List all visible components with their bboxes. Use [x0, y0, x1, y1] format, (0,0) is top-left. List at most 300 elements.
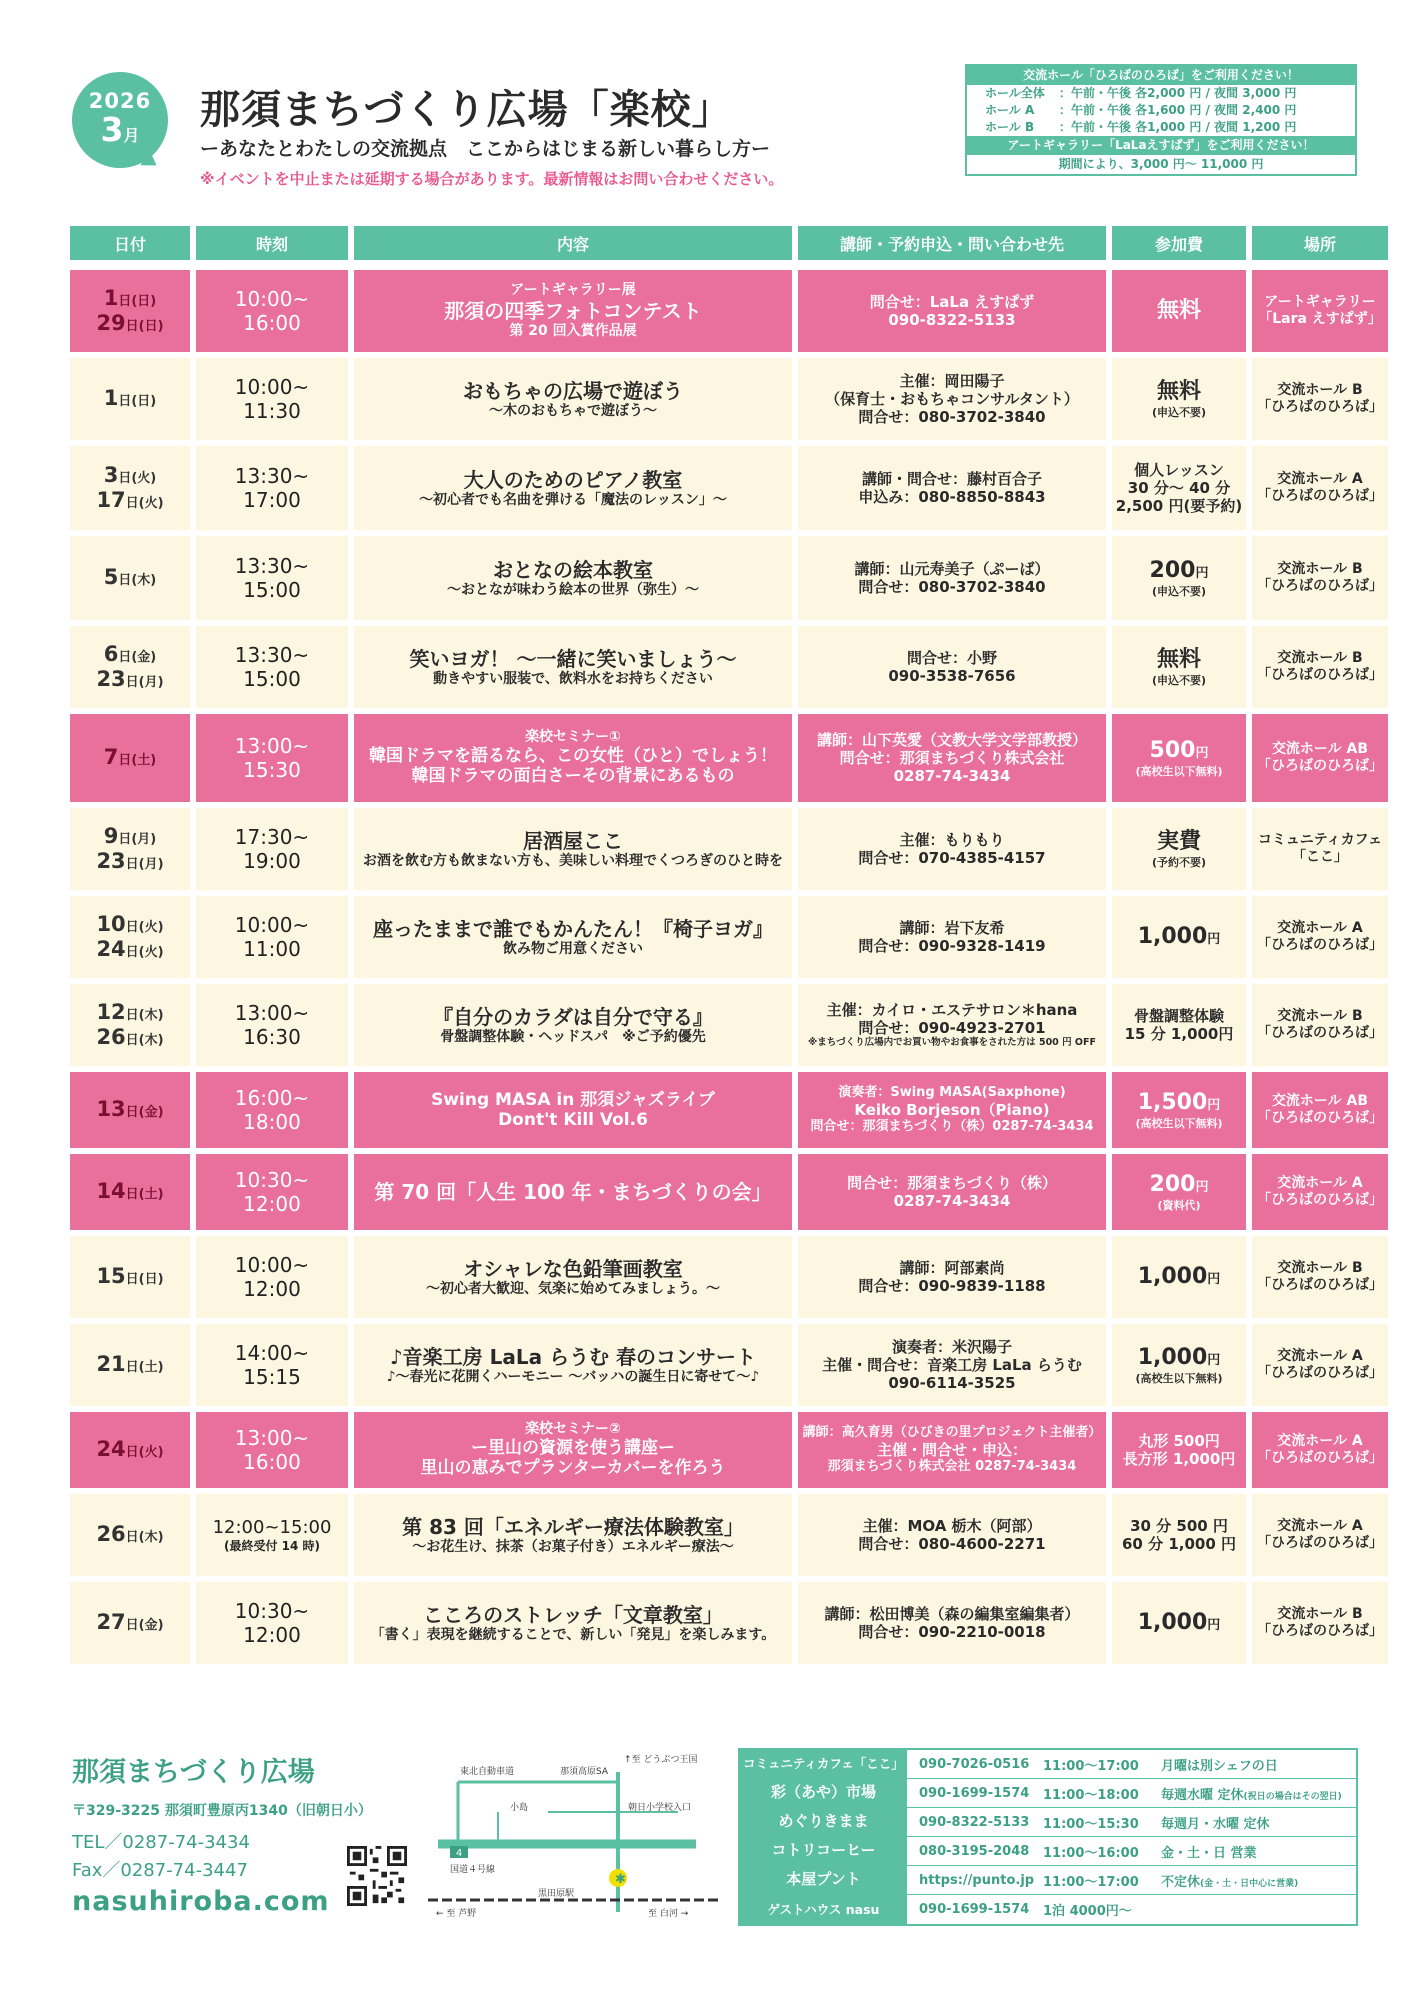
place-line: 交流ホール AB [1271, 741, 1369, 758]
event-date: 21日(土) [96, 1352, 164, 1377]
fee-amount: 200円 [1149, 558, 1209, 584]
website-link[interactable]: nasuhiroba.com [72, 1886, 330, 1917]
contact-line: 問合せ：那須まちづくり（株）0287-74-3434 [810, 1119, 1094, 1134]
contact-line: 問合せ：090-9839-1188 [858, 1277, 1046, 1295]
event-description: 「書く」表現を継続することで、新しい「発見」を楽しみます。 [370, 1626, 776, 1643]
event-place-cell [1252, 1582, 1388, 1664]
fee-unit: 円 [1207, 931, 1221, 947]
event-weekday: 日(火) [125, 1445, 164, 1461]
fee-amount: 1,000円 [1137, 923, 1221, 949]
event-contact-cell [798, 1236, 1106, 1318]
contact-line: 090-8322-5133 [888, 311, 1016, 329]
venue-tel: TEL／0287-74-3434 [72, 1832, 250, 1853]
event-time: 13:00~ [234, 734, 310, 758]
event-date-cell [70, 1582, 190, 1664]
event-date-cell [70, 446, 190, 530]
contact-line: 問合せ：090-4923-2701 [858, 1019, 1046, 1038]
event-description: ♪〜春光に花開くハーモニー 〜バッハの誕生日に寄せて〜♪ [386, 1368, 760, 1385]
event-date: 1日(日) [103, 285, 157, 310]
venue-address: 〒329-3225 那須町豊原丙1340（旧朝日小） [72, 1803, 372, 1819]
event-weekday: 日(土) [125, 1187, 164, 1203]
event-date: 14日(土) [96, 1179, 164, 1204]
event-date: 29日(日) [96, 311, 164, 335]
fee-amount: 500円 [1149, 738, 1209, 764]
shop-hours: 11:00～17:00 [1043, 1758, 1139, 1774]
event-title: 笑いヨガ！ 〜一緒に笑いましょう〜 [409, 646, 737, 671]
shop-name: コトリコーヒー [740, 1837, 907, 1865]
event-time: 12:00~15:00 [212, 1517, 332, 1538]
shop-row [740, 1895, 1356, 1924]
fee-unit: 円 [1207, 1353, 1221, 1369]
map-label-route4: 国道４号線 [450, 1865, 496, 1875]
event-contact-cell [798, 1412, 1106, 1488]
event-content-cell [354, 270, 792, 352]
shop-phone: 090-8322-5133 [919, 1814, 1030, 1830]
place-line: 交流ホール B [1277, 382, 1363, 399]
badge-month: 3月 [100, 110, 140, 149]
contact-line: 講師：阿部素尚 [899, 1259, 1005, 1277]
fee-line: 長方形 1,000円 [1122, 1450, 1236, 1468]
event-date-cell [70, 1494, 190, 1576]
event-place-cell [1252, 270, 1388, 352]
event-contact-cell [798, 1154, 1106, 1230]
event-date-cell [70, 270, 190, 352]
shop-name: 彩（あや）市場 [740, 1779, 907, 1807]
event-place-cell [1252, 984, 1388, 1066]
event-time: 15:15 [243, 1365, 301, 1389]
event-title: こころのストレッチ「文章教室」 [423, 1602, 723, 1627]
event-date-cell [70, 714, 190, 802]
event-time: 11:30 [243, 399, 301, 423]
event-title: おもちゃの広場で遊ぼう [463, 378, 683, 403]
event-content-cell [354, 714, 792, 802]
fee-amount: 1,500円 [1137, 1090, 1221, 1116]
contact-line: 主催：カイロ・エステサロン＊hana [826, 1001, 1078, 1020]
event-time: 16:00 [243, 1450, 301, 1474]
event-place-cell [1252, 1154, 1388, 1230]
event-contact-cell [798, 536, 1106, 620]
event-fee-cell [1112, 446, 1246, 530]
event-time-cell [196, 1236, 348, 1318]
place-line: 交流ホール AB [1271, 1093, 1369, 1110]
event-date: 24日(火) [96, 1437, 164, 1462]
event-contact-cell [798, 626, 1106, 708]
place-line: 交流ホール B [1277, 650, 1363, 667]
event-fee-cell [1112, 536, 1246, 620]
event-place-cell [1252, 1412, 1388, 1488]
event-contact-cell [798, 1072, 1106, 1148]
event-content-cell [354, 446, 792, 530]
column-header-content: 内容 [354, 226, 792, 260]
fee-note: (申込不要) [1151, 584, 1207, 598]
shop-name: 本屋プント [740, 1866, 907, 1894]
event-fee-cell [1112, 1582, 1246, 1664]
fee-amount: 1,000円 [1137, 1609, 1221, 1635]
event-contact-cell [798, 270, 1106, 352]
event-weekday: 日(火) [125, 945, 164, 960]
contact-line: 090-3538-7656 [888, 667, 1016, 685]
shop-hours: 11:00～16:00 [1043, 1845, 1139, 1861]
event-content-cell [354, 1154, 792, 1230]
event-weekday: 日(月) [118, 831, 157, 847]
place-line: 「ひろばのひろば」 [1257, 1192, 1383, 1208]
event-title: 第 70 回「人生 100 年・まちづくりの会」 [374, 1180, 772, 1204]
event-date: 10日(火) [96, 911, 164, 936]
event-description: 飲み物ご用意ください [503, 940, 643, 957]
event-time-cell [196, 808, 348, 890]
event-content-cell [354, 358, 792, 440]
event-date-cell [70, 896, 190, 978]
fee-amount: 無料 [1156, 379, 1201, 405]
place-line: 「ひろばのひろば」 [1257, 488, 1383, 504]
shop-note-small: (金・土・日中心に営業) [1200, 1878, 1299, 1889]
event-content-cell [354, 626, 792, 708]
contact-line: 主催・問合せ・申込： [876, 1441, 1027, 1459]
shop-hours: 1泊 4000円〜 [1043, 1904, 1132, 1919]
place-line: 交流ホール A [1277, 920, 1363, 937]
event-time: 10:00~ [234, 287, 310, 311]
event-time: 14:00~ [234, 1341, 310, 1365]
shop-note: 月曜は別シェフの日 [1161, 1758, 1278, 1774]
shop-info [907, 1808, 1356, 1836]
shop-note: 不定休(金・土・日中心に営業) [1161, 1874, 1299, 1890]
fee-amount: 無料 [1156, 297, 1201, 323]
event-fee-cell [1112, 626, 1246, 708]
access-map [428, 1752, 720, 1932]
event-fee-cell [1112, 1494, 1246, 1576]
event-weekday: 日(木) [125, 1007, 164, 1023]
fee-unit: 円 [1195, 746, 1209, 762]
event-fee-cell [1112, 896, 1246, 978]
svg-text:✱: ✱ [615, 1872, 626, 1887]
shop-row [740, 1866, 1356, 1895]
fee-amount: 1,000円 [1137, 1345, 1221, 1371]
event-description: 〜お花生け、抹茶（お菓子付き）エネルギー療法〜 [412, 1538, 734, 1555]
event-time: 10:00~ [234, 375, 310, 399]
event-fee-cell [1112, 358, 1246, 440]
shop-hours: 11:00～17:00 [1043, 1874, 1139, 1890]
contact-line: 講師：松田博美（森の編集室編集者） [824, 1605, 1080, 1623]
month-badge [72, 72, 168, 168]
event-content-cell [354, 808, 792, 890]
fee-note: (高校生以下無料) [1135, 1116, 1223, 1130]
event-title: おとなの絵本教室 [493, 557, 653, 582]
contact-line: 問合せ：070-4385-4157 [858, 849, 1046, 867]
contact-line: 問合せ：090-2210-0018 [858, 1623, 1046, 1641]
place-line: 「ひろばのひろば」 [1257, 1025, 1383, 1041]
event-time-cell [196, 984, 348, 1066]
event-date-cell [70, 1324, 190, 1406]
contact-line: 090-6114-3525 [888, 1374, 1016, 1392]
fee-line: 15 分 1,000円 [1124, 1025, 1234, 1043]
event-title: 第 83 回「エネルギー療法体験教室」 [402, 1514, 744, 1539]
shop-phone: 080-3195-2048 [919, 1843, 1030, 1859]
event-place-cell [1252, 808, 1388, 890]
contact-line: 問合せ：那須まちづくり（株） [847, 1174, 1057, 1192]
fee-note: (申込不要) [1151, 405, 1207, 419]
qr-code-icon[interactable] [347, 1846, 407, 1906]
event-place-cell [1252, 626, 1388, 708]
event-date: 27日(金) [96, 1610, 164, 1635]
gallery-rental-title: アートギャラリー「LaLaえすぱず」をご利用ください！ [967, 136, 1355, 155]
fee-amount: 1,000円 [1137, 1263, 1221, 1289]
event-time: 11:00 [243, 937, 301, 961]
event-time-cell [196, 1072, 348, 1148]
event-time: 19:00 [243, 849, 301, 873]
event-time-cell [196, 1494, 348, 1576]
event-contact-cell [798, 714, 1106, 802]
place-line: 「ひろばのひろば」 [1257, 758, 1383, 774]
column-header-contact: 講師・予約申込・問い合わせ先 [798, 226, 1106, 260]
event-weekday: 日(日) [118, 394, 157, 410]
fee-line: 60 分 1,000 円 [1122, 1535, 1236, 1553]
event-date: 26日(木) [96, 1522, 164, 1547]
page-title: 那須まちづくり広場「楽校」 [200, 87, 733, 133]
event-date: 12日(木) [96, 999, 164, 1024]
place-line: 交流ホール B [1277, 1606, 1363, 1623]
event-date: 7日(土) [103, 745, 157, 770]
place-line: 「ひろばのひろば」 [1257, 937, 1383, 953]
column-header-place: 場所 [1252, 226, 1388, 260]
event-description: 第 20 回入賞作品展 [509, 323, 637, 339]
contact-line: 講師：岩下友希 [899, 919, 1005, 937]
place-line: 交流ホール B [1277, 1260, 1363, 1277]
shop-name: コミュニティカフェ「ここ」 [740, 1750, 907, 1778]
fee-unit: 円 [1195, 1180, 1209, 1196]
event-contact-cell [798, 358, 1106, 440]
fee-line: 30 分 500 円 [1130, 1517, 1228, 1535]
column-header-fee: 参加費 [1112, 226, 1246, 260]
place-line: 「ここ」 [1292, 849, 1348, 865]
fee-amount: 無料 [1156, 647, 1201, 673]
event-time: 15:00 [243, 578, 301, 602]
shop-info [907, 1895, 1356, 1924]
event-description: 〜初心者でも名曲を弾ける「魔法のレッスン」〜 [419, 491, 727, 508]
shop-phone: 090-7026-0516 [919, 1756, 1030, 1772]
event-weekday: 日(金) [125, 1105, 164, 1121]
map-label-kurodahara: 黒田原駅 [538, 1889, 575, 1899]
event-time-cell [196, 1154, 348, 1230]
place-line: 交流ホール B [1277, 1008, 1363, 1025]
place-line: 「ひろばのひろば」 [1257, 1623, 1383, 1639]
event-date: 6日(金) [103, 641, 157, 666]
event-date-cell [70, 1154, 190, 1230]
event-fee-cell [1112, 714, 1246, 802]
fee-unit: 円 [1207, 1617, 1221, 1633]
event-place-cell [1252, 536, 1388, 620]
fee-line: 2,500 円(要予約) [1115, 497, 1243, 515]
contact-line: 演奏者：Swing MASA(Saxphone) [838, 1085, 1066, 1101]
place-line: コミュニティカフェ [1258, 832, 1382, 849]
event-content-cell [354, 536, 792, 620]
event-contact-cell [798, 984, 1106, 1066]
event-title: Dont't Kill Vol.6 [498, 1110, 648, 1130]
contact-line: 講師・問合せ：藤村百合子 [861, 470, 1042, 488]
event-place-cell [1252, 896, 1388, 978]
map-label-kojima: 小島 [510, 1803, 529, 1813]
event-time: 13:00~ [234, 1426, 310, 1450]
event-time: 17:00 [243, 488, 301, 512]
event-schedule-table [70, 226, 1388, 1670]
fee-amount: 実費 [1156, 829, 1201, 855]
event-contact-cell [798, 1494, 1106, 1576]
shop-note-small: (祝日の場合はその翌日) [1243, 1791, 1342, 1802]
place-line: 「ひろばのひろば」 [1257, 1535, 1383, 1551]
place-line: 交流ホール A [1277, 1348, 1363, 1365]
event-time: 15:30 [243, 758, 301, 782]
event-series-label: 楽校セミナー② [525, 1421, 621, 1438]
event-weekday: 日(月) [125, 857, 164, 872]
event-content-cell [354, 1582, 792, 1664]
event-fee-cell [1112, 1236, 1246, 1318]
event-time-cell [196, 714, 348, 802]
fee-amount: 200円 [1149, 1172, 1209, 1198]
event-title: 韓国ドラマを語るなら、この女性（ひと）でしょう！ [369, 746, 777, 766]
event-date-cell [70, 1236, 190, 1318]
contact-line: 問合せ：LaLa えすぱず [869, 293, 1035, 311]
shop-info [907, 1750, 1356, 1778]
event-time: 17:30~ [234, 825, 310, 849]
place-line: 「ひろばのひろば」 [1257, 667, 1383, 683]
event-date: 1日(日) [103, 386, 157, 411]
contact-line: 講師：高久育男（ひびきの里プロジェクト主催者） [802, 1425, 1102, 1441]
event-fee-cell [1112, 808, 1246, 890]
event-place-cell [1252, 358, 1388, 440]
event-weekday: 日(火) [118, 470, 157, 486]
event-time: 12:00 [243, 1192, 301, 1216]
event-content-cell [354, 1236, 792, 1318]
fee-line: 骨盤調整体験 [1133, 1007, 1224, 1025]
event-time-cell [196, 1324, 348, 1406]
contact-line: 0287-74-3434 [893, 1192, 1011, 1210]
event-weekday: 日(日) [125, 319, 164, 334]
event-series-label: 楽校セミナー① [525, 729, 621, 746]
contact-line: 那須まちづくり株式会社 0287-74-3434 [827, 1459, 1077, 1474]
event-content-cell [354, 896, 792, 978]
event-description: 〜おとなが味わう絵本の世界（弥生）〜 [447, 581, 699, 598]
contact-line: 申込み：080-8850-8843 [858, 488, 1046, 506]
map-label-to-ashino: ← 至 芦野 [436, 1909, 477, 1919]
fee-unit: 円 [1207, 1098, 1221, 1114]
event-date-cell [70, 984, 190, 1066]
place-line: 交流ホール A [1277, 1175, 1363, 1192]
event-title: 大人のためのピアノ教室 [463, 467, 683, 492]
event-place-cell [1252, 714, 1388, 802]
map-label-sa: 那須高原SA [560, 1767, 609, 1777]
page-subtitle: ーあなたとわたしの交流拠点 ここからはじまる新しい暮らし方ー [200, 138, 771, 160]
event-fee-cell [1112, 1154, 1246, 1230]
fee-note: (資料代) [1157, 1198, 1201, 1212]
event-series-label: アートギャラリー展 [510, 282, 636, 299]
place-line: 交流ホール A [1277, 1433, 1363, 1450]
event-fee-cell [1112, 984, 1246, 1066]
shop-info [907, 1866, 1356, 1894]
fee-line: 30 分〜 40 分 [1127, 479, 1231, 497]
event-contact-cell [798, 1582, 1106, 1664]
fee-line: 個人レッスン [1134, 461, 1224, 479]
fee-note: (予約不要) [1151, 855, 1207, 869]
event-place-cell [1252, 1072, 1388, 1148]
hall-rental-title: 交流ホール「ひろばのひろば」をご利用ください！ [967, 66, 1355, 85]
shop-directory [738, 1748, 1358, 1926]
contact-line: 問合せ：080-3702-3840 [858, 408, 1046, 426]
shop-phone: https://punto.jp [919, 1872, 1035, 1888]
contact-line: 問合せ：090-9328-1419 [858, 937, 1046, 955]
event-date: 13日(金) [96, 1097, 164, 1122]
contact-line: 主催・問合せ：音楽工房 LaLa らうむ [822, 1356, 1082, 1374]
event-contact-cell [798, 1324, 1106, 1406]
place-line: 「ひろばのひろば」 [1257, 1365, 1383, 1381]
event-date: 15日(日) [96, 1264, 164, 1289]
gallery-price: 期間により、3,000 円〜 11,000 円 [1058, 157, 1264, 171]
place-line: 「ひろばのひろば」 [1257, 399, 1383, 415]
event-time: 13:00~ [234, 1001, 310, 1025]
event-time: 13:30~ [234, 554, 310, 578]
event-time: 12:00 [243, 1623, 301, 1647]
event-title: 『自分のカラダは自分で守る』 [433, 1004, 713, 1029]
event-title: 座ったままで誰でもかんたん！『椅子ヨガ』 [373, 916, 773, 941]
event-time: 10:30~ [234, 1168, 310, 1192]
shop-note: 金・土・日 営業 [1161, 1845, 1257, 1861]
contact-line: 問合せ：080-3702-3840 [858, 578, 1046, 596]
fee-line: 丸形 500円 [1138, 1432, 1220, 1450]
event-date-cell [70, 536, 190, 620]
rental-row: ホール全体 ：午前・午後 各2,000 円 / 夜間 3,000 円 [985, 86, 1297, 100]
venue-fax: Fax／0287-74-3447 [72, 1860, 248, 1881]
event-content-cell [354, 1324, 792, 1406]
event-date: 9日(月) [103, 823, 157, 848]
shop-row [740, 1808, 1356, 1837]
event-content-cell [354, 1412, 792, 1488]
contact-line: Keiko Borjeson（Piano) [854, 1101, 1050, 1119]
event-time: 13:30~ [234, 464, 310, 488]
event-fee-cell [1112, 1072, 1246, 1148]
event-date-cell [70, 626, 190, 708]
event-time: 10:00~ [234, 913, 310, 937]
event-description: お酒を飲む方も飲まない方も、美味しい料理でくつろぎのひと時を [363, 852, 783, 869]
place-line: 「ひろばのひろば」 [1257, 1110, 1383, 1126]
event-fee-cell [1112, 1324, 1246, 1406]
event-title: 韓国ドラマの面白さーその背景にあるもの [411, 766, 735, 787]
cancel-notice: ※イベントを中止または延期する場合があります。最新情報はお問い合わせください。 [200, 170, 784, 188]
event-date: 5日(木) [103, 565, 157, 590]
contact-line: 問合せ：080-4600-2271 [858, 1535, 1046, 1553]
shop-row [740, 1779, 1356, 1808]
shop-row [740, 1750, 1356, 1779]
event-date-cell [70, 1072, 190, 1148]
rental-row: ホール A ：午前・午後 各1,600 円 / 夜間 2,400 円 [985, 103, 1297, 117]
shop-note: 毎週月・水曜 定休 [1161, 1816, 1270, 1832]
place-line: 交流ホール A [1277, 1518, 1363, 1535]
event-time: 16:30 [243, 1025, 301, 1049]
event-time: 10:00~ [234, 1253, 310, 1277]
event-place-cell [1252, 446, 1388, 530]
shop-note: 毎週水曜 定休(祝日の場合はその翌日) [1161, 1787, 1342, 1803]
fee-note: (申込不要) [1151, 673, 1207, 687]
column-header-date: 日付 [70, 226, 190, 260]
event-time-cell [196, 1412, 348, 1488]
contact-line: 講師：山下英愛（文教大学文学部教授） [816, 731, 1087, 749]
venue-name: 那須まちづくり広場 [72, 1757, 315, 1788]
event-date: 23日(月) [96, 849, 164, 873]
shop-hours: 11:00～15:30 [1043, 1816, 1139, 1832]
map-label-dobutsu: ↑至 どうぶつ王国 [624, 1755, 698, 1765]
contact-line: 0287-74-3434 [893, 767, 1011, 785]
shop-phone: 090-1699-1574 [919, 1785, 1030, 1801]
event-place-cell [1252, 1494, 1388, 1576]
event-content-cell [354, 984, 792, 1066]
event-time: 10:30~ [234, 1599, 310, 1623]
